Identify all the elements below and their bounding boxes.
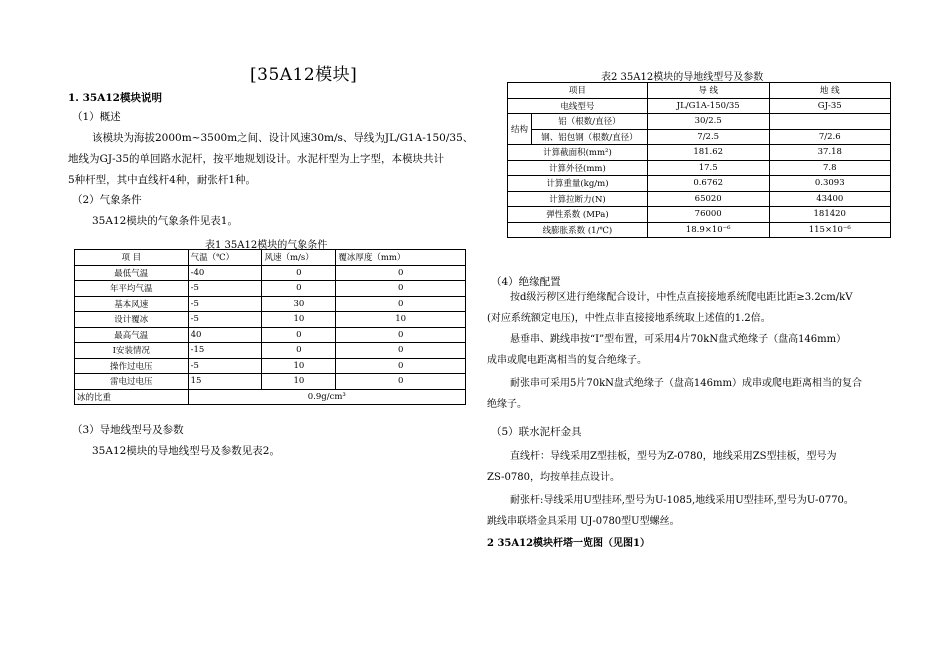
table-cell: 7.8 — [769, 160, 891, 176]
table2-header-row — [508, 83, 891, 99]
table-cell: 钢、铝包钢（根数/直径） — [531, 129, 647, 145]
table-cell: 0 — [336, 343, 466, 359]
table-cell: 弹性系数 (MPa) — [508, 207, 648, 223]
table-cell: 铝（根数/直径） — [531, 114, 647, 130]
table-cell: 0 — [336, 327, 466, 343]
weather-table — [74, 249, 466, 405]
section5-p2-line2: 跳线串联塔金具采用 UJ-0780型U型螺丝。 — [487, 516, 680, 527]
ice-density-label: 冰的比重 — [75, 389, 189, 405]
table-row — [75, 358, 466, 374]
table-cell: 0 — [262, 281, 336, 297]
table-row — [508, 160, 891, 176]
table1-header-row — [75, 250, 466, 266]
table-row — [508, 207, 891, 223]
table-row — [75, 312, 466, 328]
table-cell: 0 — [262, 327, 336, 343]
section4-heading: （4）绝缘配置 — [491, 276, 561, 288]
table-cell: 65020 — [647, 191, 769, 207]
table-row — [75, 265, 466, 281]
section5-heading: （5）联水泥杆金具 — [491, 426, 582, 438]
table-cell: -15 — [188, 343, 262, 359]
table1-header: 气温（℃） — [188, 250, 262, 266]
section4-p3-line2: 绝缘子。 — [487, 399, 527, 410]
table2-caption: 表2 35A12模块的导地线型号及参数 — [601, 72, 764, 83]
table-cell: GJ-35 — [769, 98, 891, 114]
table-cell: 计算外径(mm) — [508, 160, 648, 176]
table-cell: 115×10⁻⁶ — [769, 222, 891, 238]
table-cell: -40 — [188, 265, 262, 281]
table-row — [75, 343, 466, 359]
ice-density-value: 0.9g/cm³ — [188, 389, 465, 405]
table-cell: 计算拉断力(N) — [508, 191, 648, 207]
table-cell: 0 — [336, 296, 466, 312]
section4-p1-line1: 按d级污秽区进行绝缘配合设计，中性点直接接地系统爬电距比距≥3.2cm/kV — [510, 292, 853, 303]
table-cell: 10 — [336, 312, 466, 328]
table-cell: 0 — [336, 281, 466, 297]
overview-line-2: 地线为GJ-35的单回路水泥杆，按平地规划设计。水泥杆型为上字型，本模块共计 — [68, 153, 445, 165]
table-cell: -5 — [188, 358, 262, 374]
table-cell — [769, 114, 891, 130]
table-cell: 30/2.5 — [647, 114, 769, 130]
table-cell: 0 — [336, 358, 466, 374]
conductor-text: 35A12模块的导地线型号及参数见表2。 — [92, 445, 280, 457]
table-cell: 最高气温 — [75, 327, 189, 343]
table-cell: 17.5 — [647, 160, 769, 176]
table-cell: 年平均气温 — [75, 281, 189, 297]
table-cell: 0 — [336, 265, 466, 281]
table-cell: I安装情况 — [75, 343, 189, 359]
table1-header: 项 目 — [75, 250, 189, 266]
conductor-table — [507, 82, 891, 238]
structure-label: 结构 — [508, 114, 532, 145]
section2-heading: 2 35A12模块杆塔一览图（见图1） — [487, 538, 650, 549]
conductor-heading: （3）导地线型号及参数 — [72, 424, 184, 436]
section1-heading: 1. 35A12模块说明 — [68, 92, 162, 104]
table-cell: 计算重量(kg/m) — [508, 176, 648, 192]
section4-p1-line2: (对应系统额定电压)，中性点非直接接地系统取上述值的1.2倍。 — [487, 313, 771, 324]
table-cell: 10 — [262, 358, 336, 374]
table-cell: 0 — [336, 374, 466, 390]
table-cell: 0.3093 — [769, 176, 891, 192]
table-cell: 40 — [188, 327, 262, 343]
table-cell: 10 — [262, 312, 336, 328]
table-row — [75, 296, 466, 312]
table2-header: 地 线 — [769, 83, 891, 99]
table-cell: 0 — [262, 265, 336, 281]
table-row — [508, 129, 891, 145]
table-cell: 43400 — [769, 191, 891, 207]
section4-p3-line1: 耐张串可采用5片70kN盘式绝缘子（盘高146mm）成串或爬电距离相当的复合 — [510, 378, 862, 389]
table2-header: 项目 — [508, 83, 648, 99]
table-row — [75, 389, 466, 405]
overview-line-3: 5种杆型，其中直线杆4种，耐张杆1种。 — [68, 174, 257, 186]
page-title: [35A12模块] — [250, 65, 358, 85]
weather-text: 35A12模块的气象条件见表1。 — [92, 215, 238, 227]
table-cell: 电线型号 — [508, 98, 648, 114]
table-cell: 10 — [262, 374, 336, 390]
table-cell: JL/G1A-150/35 — [647, 98, 769, 114]
table-cell: 181420 — [769, 207, 891, 223]
table-cell: 30 — [262, 296, 336, 312]
table-cell: 181.62 — [647, 145, 769, 161]
table-row — [508, 98, 891, 114]
section5-p1-line2: ZS-0780，均按单挂点设计。 — [487, 472, 620, 483]
table2-header: 导 线 — [647, 83, 769, 99]
table-cell: 18.9×10⁻⁶ — [647, 222, 769, 238]
overview-heading: （1）概述 — [72, 111, 121, 123]
table-row — [75, 281, 466, 297]
table-row — [508, 145, 891, 161]
table-row — [75, 327, 466, 343]
weather-heading: （2）气象条件 — [72, 194, 142, 206]
table-cell: 操作过电压 — [75, 358, 189, 374]
table-cell: 线膨胀系数 (1/℃) — [508, 222, 648, 238]
table-cell: 37.18 — [769, 145, 891, 161]
table1-header: 覆冰厚度（mm） — [336, 250, 466, 266]
table-cell: 7/2.6 — [769, 129, 891, 145]
overview-line-1: 该模块为海拔2000m~3500m之间、设计风速30m/s、导线为JL/G1A-150/35、 — [92, 132, 474, 144]
table-cell: 最低气温 — [75, 265, 189, 281]
table-row — [75, 374, 466, 390]
table-cell: 设计覆冰 — [75, 312, 189, 328]
table-cell: 0 — [262, 343, 336, 359]
table-row — [508, 114, 891, 130]
table-cell: 雷电过电压 — [75, 374, 189, 390]
section4-p2-line2: 成串或爬电距离相当的复合绝缘子。 — [487, 355, 647, 366]
table-cell: -5 — [188, 296, 262, 312]
table-row — [508, 222, 891, 238]
table-cell: 15 — [188, 374, 262, 390]
table-cell: 基本风速 — [75, 296, 189, 312]
table-cell: -5 — [188, 281, 262, 297]
section5-p2-line1: 耐张杆:导线采用U型挂环,型号为U-1085,地线采用U型挂环,型号为U-0770。 — [510, 495, 854, 506]
section4-p2-line1: 悬垂串、跳线串按“I”型布置，可采用4片70kN盘式绝缘子（盘高146mm） — [510, 334, 847, 345]
table-cell: 计算截面积(mm²) — [508, 145, 648, 161]
table-cell: 0.6762 — [647, 176, 769, 192]
table-row — [508, 191, 891, 207]
table-cell: 76000 — [647, 207, 769, 223]
table1-caption: 表1 35A12模块的气象条件 — [205, 240, 328, 251]
table1-header: 风速（m/s） — [262, 250, 336, 266]
table-cell: -5 — [188, 312, 262, 328]
table-cell: 7/2.5 — [647, 129, 769, 145]
section5-p1-line1: 直线杆：导线采用Z型挂板，型号为Z-0780，地线采用ZS型挂板，型号为 — [510, 451, 837, 462]
table-row — [508, 176, 891, 192]
